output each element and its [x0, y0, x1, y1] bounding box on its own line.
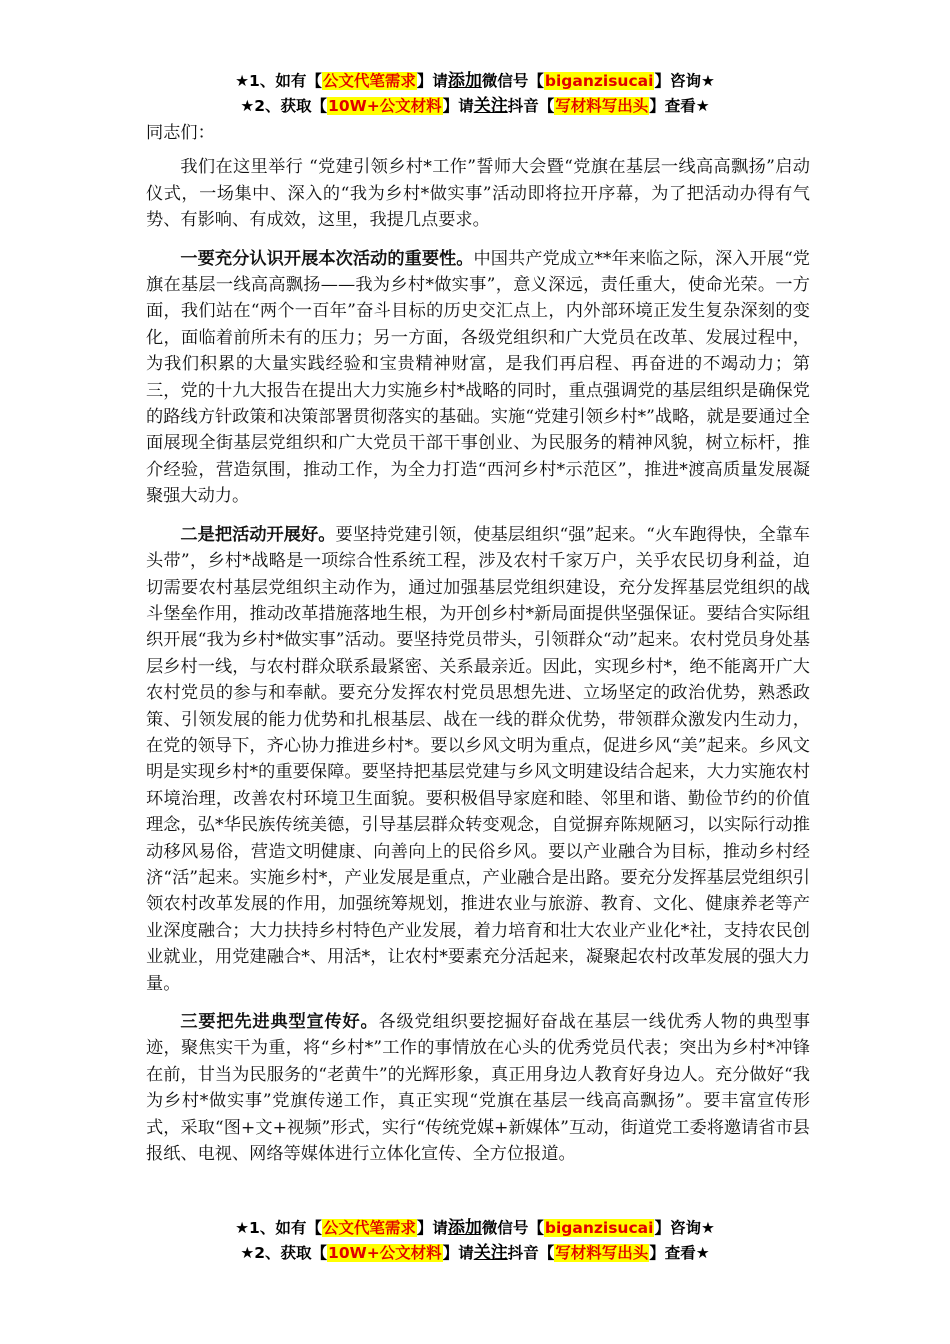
- banner-text: ★1、如有【: [235, 72, 322, 90]
- highlight-materials: 10W+公文材料: [328, 1244, 442, 1262]
- underlined-word: 关注: [473, 1243, 508, 1263]
- section-heading: 一要充分认识开展本次活动的重要性。: [180, 248, 474, 269]
- banner-text: 】请: [416, 1219, 448, 1237]
- highlight-douyin: 写材料写出头: [555, 97, 649, 115]
- promo-banner-top-line2: [0, 95, 950, 117]
- underlined-word: 添加: [447, 1218, 482, 1238]
- banner-text: ★2、获取【: [240, 97, 328, 115]
- banner-text: 抖音【: [507, 97, 555, 115]
- document-body: [146, 120, 810, 1179]
- underlined-word: 添加: [447, 71, 482, 91]
- section-paragraph-2: [146, 522, 810, 997]
- section-paragraph-1: [146, 246, 810, 510]
- highlight-douyin: 写材料写出头: [555, 1244, 649, 1262]
- section-text: 中国共产党成立**年来临之际，深入开展“党旗在基层一线高高飘扬——我为乡村*做实事”，意义深远，责任重大，使命光荣。一方面，我们站在“两个一百年”奋斗目标的历史交汇点上，内外部环境正发生复杂深刻的变化，面临着前所未有的压力；另一方面，各级党组织和广大党员在改革、发展过程中，为我们积累的大量实践经验和宝贵精神财富，是我们再启程、再奋进的不竭动力；第三，党的十九大报告在提出大力实施乡村*战略的同时，重点强调党的基层组织是确保党的路线方针政策和决策部署贯彻落实的基础。实施“党建引领乡村*”战略，就是要通过全面展现全街基层党组织和广大党员干部干事创业、为民服务的精神风貌，树立标杆，推介经验，营造氛围，推动工作，为全力打造“西河乡村*示范区”，推进*渡高质量发展凝聚强大动力。: [146, 248, 810, 507]
- banner-text: 】请: [442, 1244, 474, 1262]
- greeting: 同志们：: [146, 123, 215, 143]
- banner-text: 】查看★: [649, 1244, 710, 1262]
- banner-text: 】咨询★: [654, 1219, 715, 1237]
- highlight-materials: 10W+公文材料: [328, 97, 442, 115]
- highlight-wechat-id: biganzisucai: [544, 72, 654, 90]
- section-heading: 二是把活动开展好。: [180, 524, 336, 545]
- section-paragraph-3: [146, 1009, 810, 1167]
- banner-text: 抖音【: [507, 1244, 555, 1262]
- banner-text: 微信号【: [481, 72, 544, 90]
- underlined-word: 关注: [473, 96, 508, 116]
- highlight-service: 公文代笔需求: [322, 72, 416, 90]
- promo-banner-bottom-line2: [0, 1242, 950, 1264]
- banner-text: 】咨询★: [654, 72, 715, 90]
- banner-text: 】请: [416, 72, 448, 90]
- highlight-service: 公文代笔需求: [322, 1219, 416, 1237]
- section-text: 各级党组织要挖掘好奋战在基层一线优秀人物的典型事迹，聚焦实干为重，将“乡村*”工作的事情放在心头的优秀党员代表；突出为乡村*冲锋在前，甘当为民服务的“老黄牛”的光辉形象，真正用身边人教育好身边人。充分做好“我为乡村*做实事”党旗传递工作，真正实现“党旗在基层一线高高飘扬”。要丰富宣传形式，采取“图+文+视频”形式，实行“传统党媒+新媒体”互动，街道党工委将邀请省市县报纸、电视、网络等媒体进行立体化宣传、全方位报道。: [146, 1012, 810, 1165]
- promo-banner-bottom-line1: [0, 1217, 950, 1239]
- section-heading: 三要把先进典型宣传好。: [180, 1012, 379, 1032]
- banner-text: ★2、获取【: [240, 1244, 328, 1262]
- section-text: 要坚持党建引领，使基层组织“强”起来。“火车跑得快，全靠车头带”，乡村*战略是一项综合性系统工程，涉及农村千家万户，关乎农民切身利益，迫切需要农村基层党组织主动作为，通过加强基层党组织建设，充分发挥基层党组织的战斗堡垒作用，推动改革措施落地生根，为开创乡村*新局面提供坚强保证。要结合实际组织开展“我为乡村*做实事”活动。要坚持党员带头，引领群众“动”起来。农村党员身处基层乡村一线，与农村群众联系最紧密、关系最亲近。因此，实现乡村*，绝不能离开广大农村党员的参与和奉献。要充分发挥农村党员思想先进、立场坚定的政治优势，熟悉政策、引领发展的能力优势和扎根基层、战在一线的群众优势，带领群众激发内生动力，在党的领导下，齐心协力推进乡村*。要以乡风文明为重点，促进乡风“美”起来。乡风文明是实现乡村*的重要保障。要坚持把基层党建与乡风文明建设结合起来，大力实施农村环境治理，改善农村环境卫生面貌。要积极倡导家庭和睦、邻里和谐、勤俭节约的价值理念，弘*华民族传统美德，引导基层群众转变观念，自觉摒弃陈规陋习，以实际行动推动移风易俗，营造文明健康、向善向上的民俗乡风。要以产业融合为目标，推动乡村经济“活”起来。实施乡村*，产业发展是重点，产业融合是出路。要充分发挥基层党组织引领农村改革发展的作用，加强统筹规划，推进农业与旅游、教育、文化、健康养老等产业深度融合；大力扶持乡村特色产业发展，着力培育和壮大农业产业化*社，支持农民创业就业，用党建融合*、用活*，让农村*要素充分活起来，凝聚起农村改革发展的强大力量。: [146, 524, 810, 994]
- banner-text: 】查看★: [649, 97, 710, 115]
- highlight-wechat-id: biganzisucai: [544, 1219, 654, 1237]
- banner-text: 微信号【: [481, 1219, 544, 1237]
- intro-paragraph: 我们在这里举行 “党建引领乡村*工作”誓师大会暨“党旗在基层一线高高飘扬”启动仪式，一场集中、深入的“我为乡村*做实事”活动即将拉开序幕，为了把活动办得有气势、有影响、有成效，这里，我提几点要求。: [146, 157, 810, 231]
- promo-banner-top-line1: [0, 70, 950, 92]
- banner-text: 】请: [442, 97, 474, 115]
- banner-text: ★1、如有【: [235, 1219, 322, 1237]
